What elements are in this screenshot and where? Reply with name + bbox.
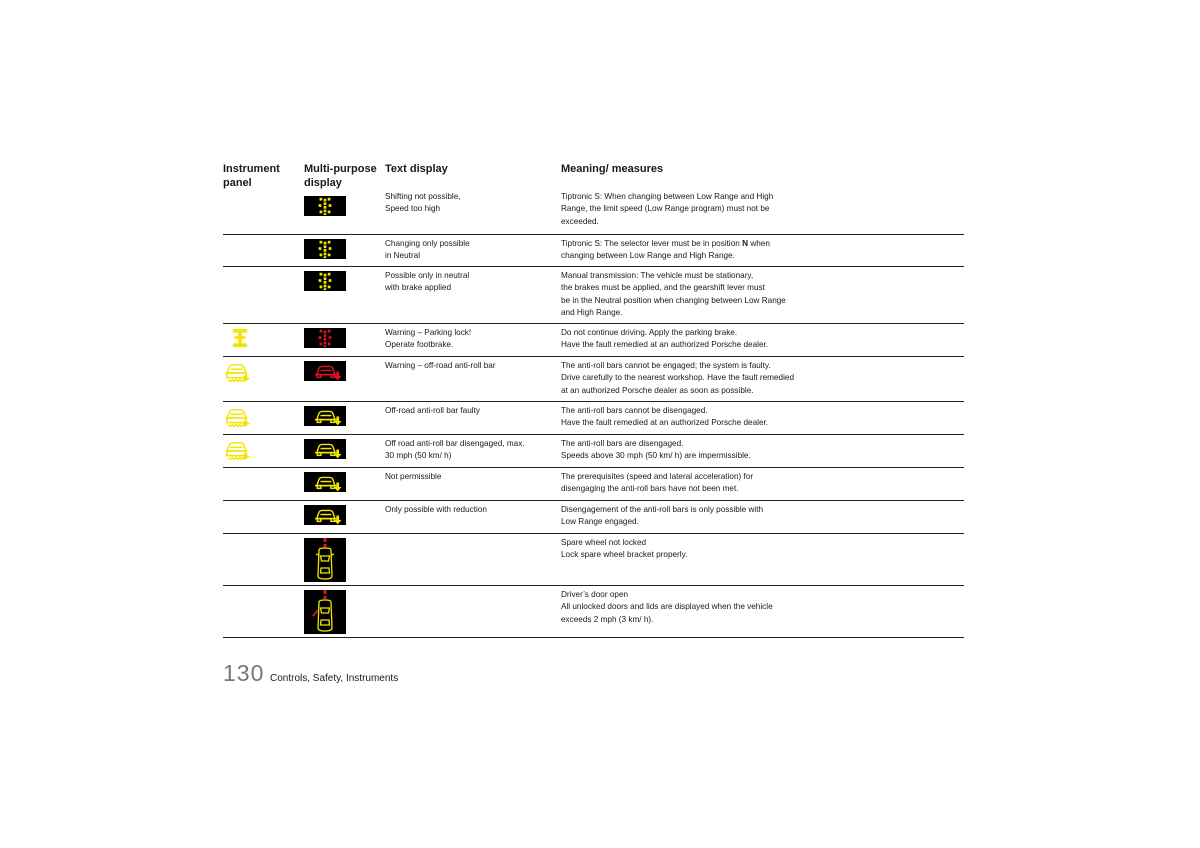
text-display-cell: Possible only in neutral with brake applied [385,271,470,293]
meaning-cell: Driver’s door open All unlocked doors and lids are displayed when the vehicle exceeds 2 mph (3 km/ h). [561,590,773,624]
meaning-cell: Tiptronic S: When changing between Low Range and High Range, the limit speed (Low Range program) must not be exceeded. [561,192,774,226]
header-text-display: Text display [385,163,448,175]
table-row [223,586,964,638]
meaning-cell: Tiptronic S: The selector lever must be in position N when changing between Low Range and High Range. [561,239,770,261]
text-display-cell: Only possible with reduction [385,505,487,514]
meaning-cell: The anti-roll bars are disengaged. Speeds above 30 mph (50 km/ h) are impermissible. [561,439,751,461]
table-row [223,267,964,324]
transfer-case-red-warning-icon [304,328,346,348]
page-number: 130 [223,660,265,686]
header-instrument-panel: Instrument panel [223,163,280,189]
text-display-cell: Off-road anti-roll bar faulty [385,406,480,415]
door-open-car-icon [304,590,346,634]
meaning-cell: The anti-roll bars cannot be disengaged. Have the fault remedied at an authorized Porsche dealer. [561,406,769,428]
table-row [223,324,964,357]
table-header [223,162,964,194]
meaning-cell: Spare wheel not locked Lock spare wheel bracket properly. [561,538,688,560]
anti-roll-bar-red-warning-icon [304,361,346,381]
table-row [223,534,964,586]
transfer-case-panel-icon [231,327,249,349]
header-meaning-measures: Meaning/ measures [561,163,664,175]
text-display-cell: Shifting not possible, Speed too high [385,192,461,214]
table-row [223,402,964,435]
anti-roll-bar-warning-icon [304,439,346,459]
transfer-case-warning-icon [304,196,346,216]
table-row [223,501,964,534]
transfer-case-warning-icon [304,271,346,291]
table-row [223,357,964,402]
text-display-cell: Not permissible [385,472,442,481]
spare-wheel-car-icon [304,538,346,582]
meaning-cell: Do not continue driving. Apply the parking brake. Have the fault remedied at an authorized Porsche dealer. [561,328,769,350]
text-display-cell: Changing only possible in Neutral [385,239,470,261]
table-row [223,235,964,267]
table-row [223,435,964,468]
anti-roll-bar-warning-icon [304,505,346,525]
table-row [223,468,964,501]
meaning-cell: The anti-roll bars cannot be engaged; the system is faulty. Drive carefully to the nearest workshop. Have the fault remedied at an authorized Porsche dealer as soon as possible. [561,361,795,395]
section-title: Controls, Safety, Instruments [270,673,399,684]
header-multi-purpose-display: Multi-purpose display [304,163,377,189]
anti-roll-bar-panel-icon [224,406,250,430]
text-display-cell: Warning – off-road anti-roll bar [385,361,496,370]
text-display-cell: Off road anti-roll bar disengaged, max. 30 mph (50 km/ h) [385,439,525,461]
meaning-cell: The prerequisites (speed and lateral acceleration) for disengaging the anti-roll bars have not been met. [561,472,754,494]
text-display-cell: Warning – Parking lock! Operate footbrake. [385,328,472,350]
anti-roll-bar-panel-icon [224,361,250,385]
anti-roll-bar-warning-icon [304,406,346,426]
meaning-cell: Manual transmission: The vehicle must be stationary, the brakes must be applied, and the gearshift lever must be in the Neutral position when changing between Low Range and High Range. [561,271,786,317]
transfer-case-warning-icon [304,239,346,259]
anti-roll-bar-warning-icon [304,472,346,492]
meaning-cell: Disengagement of the anti-roll bars is only possible with Low Range engaged. [561,505,764,527]
instrument-table [223,162,964,638]
table-row [223,194,964,235]
anti-roll-bar-panel-icon [224,439,250,463]
